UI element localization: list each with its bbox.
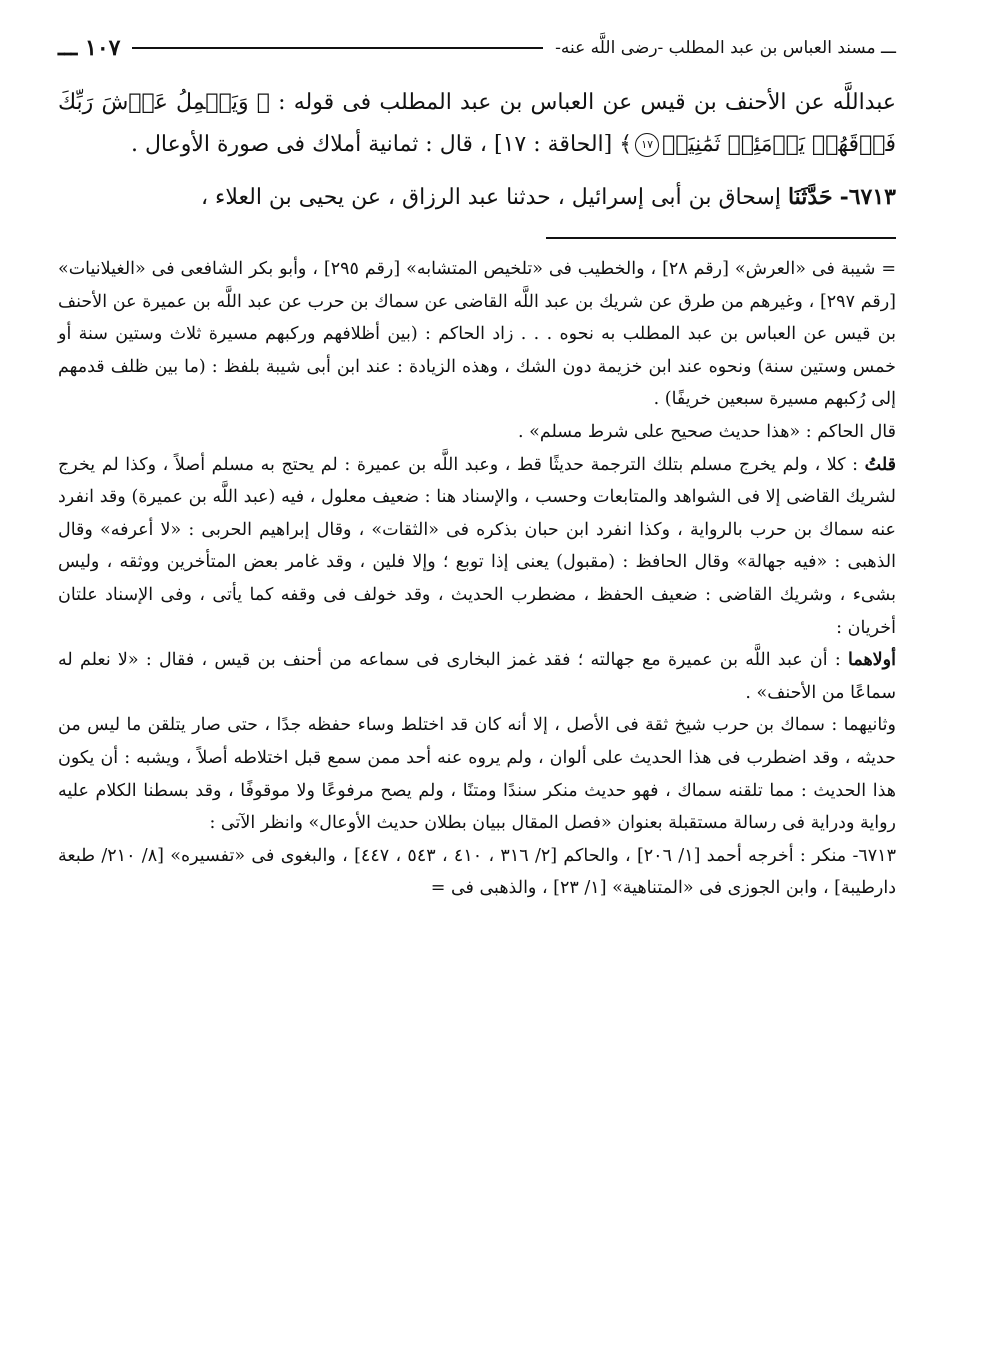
main-line-1: عبداللَّه عن الأحنف بن قيس عن العباس بن عبد المطلب فى قوله : ﴿ وَيَحۡمِلُ عَرۡشَ رَبِّكَ [58, 90, 896, 115]
page-number: ١٠٧ ـــ [58, 35, 121, 61]
footnote-6-text: منكر : أخرجه أحمد [١/ ٢٠٦] ، والحاكم [٢/ ٣١٦ ، ٤١٠ ، ٥٤٣ ، ٤٤٧] ، والبغوى فى «تفسيره» [٨/ ٢١٠/ طبعة دارطيبة] ، وابن الجوزى فى «المتناهية» [١/ ٢٣] ، والذهبى فى = [58, 845, 896, 899]
footnote-paragraph-3 [58, 449, 896, 645]
main-line-2a: فَوۡقَهُمۡ يَوۡمَئِذٖ ثَمَٰنِيَةٞ [662, 132, 896, 157]
footnote-4-text: : أن عبد اللَّه بن عميرة مع جهالته ؛ فقد غمز البخارى فى سماعه من أحنف بن قيس ، فقال : «لا نعلم له سماعًا من الأحنف» . [58, 650, 896, 703]
footnote-paragraph-2: قال الحاكم : «هذا حديث صحيح على شرط مسلم» . [518, 421, 896, 442]
page [58, 26, 896, 1346]
hadith-text: إسحاق بن أبى إسرائيل ، حدثنا عبد الرزاق ، عن يحيى بن العلاء ، [200, 185, 781, 210]
main-text [58, 82, 896, 219]
header-rule [132, 47, 543, 49]
footnote-divider [546, 237, 896, 239]
footnote-paragraph-1: = شيبة فى «العرش» [رقم ٢٨] ، والخطيب فى «تلخيص المتشابه» [رقم ٢٩٥] ، وأبو بكر الشافعى فى «الغيلانيات» [رقم ٢٩٧] ، وغيرهم من طرق عن شريك بن عبد اللَّه القاضى عن سماك بن حرب عن عبد اللَّه بن عميرة عن الأحنف بن قيس عن العباس بن عبد المطلب به نحوه . . . زاد الحاكم : (بين أظلافهم وركبهم مسيرة ثلاث وستين سنة أو خمس وستين سنة) ونحوه عند ابن خزيمة دون الشك ، وهذه الزيادة : عند ابن أبى شيبة بلفظ : (ما بين ظلف قدمهم إلى رُكبهم مسيرة سبعين خريفًا) . [58, 259, 896, 410]
footnotes [58, 253, 896, 905]
main-paragraph [58, 82, 896, 166]
footnote-3-lead: قلتُ [864, 454, 896, 475]
footnote-paragraph-5: وثانيهما : سماك بن حرب شيخ ثقة فى الأصل ، إلا أنه كان قد اختلط وساء حفظه جدًا ، حتى صار يتلقن ما ليس من حديثه ، وقد اضطرب فى هذا الحديث على ألوان ، ولم يروه عنه أحد ممن سمع قبل اختلاطه أصلاً ، ويشبه : أن يكون هذا الحديث : مما تلقنه سماك ، فهو حديث منكر سندًا ومتنًا ، ولم يصح مرفوعًا ولا موقوفًا ، وقد بسطنا الكلام عليه رواية ودراية فى رسالة مستقبلة بعنوان «فصل المقال ببيان بطلان حديث الأوعال» وانظر الآتى : [58, 715, 896, 834]
hadith-line [58, 176, 896, 219]
main-line-2b: ﴾ [الحاقة : ١٧] ، قال : ثمانية أملاك فى صورة الأوعال . [130, 132, 633, 157]
footnote-6-number: ٦٧١٣- [852, 845, 896, 866]
ayah-number-marker: ١٧ [635, 133, 659, 157]
footnote-paragraph-4 [58, 644, 896, 709]
footnote-4-lead: أولاهما [848, 650, 896, 671]
hadith-number: ٦٧١٣- [839, 184, 896, 210]
haddathana-word: حَدَّثَنَا [787, 184, 833, 210]
running-header [58, 26, 896, 70]
header-title: ـــ مسند العباس بن عبد المطلب -رضى اللَّه عنه- [555, 38, 896, 58]
footnote-3-text: : كلا ، ولم يخرج مسلم بتلك الترجمة حديثًا قط ، وعبد اللَّه بن عميرة : لم يحتج به مسلم أصلاً ، وكذا لم يخرج لشريك القاضى إلا فى الشواهد والمتابعات وحسب ، والإسناد هنا : ضعيف معلول ، فيه (عبد اللَّه بن عميرة) وقد انفرد عنه سماك بن حرب بالرواية ، وكذا انفرد ابن حبان بذكره فى «الثقات» ، وقال إبراهيم الحربى : «لا أعرفه» وقال الذهبى : «فيه جهالة» وقال الحافظ : (مقبول) يعنى إذا توبع ؛ وإلا فلين ، وقد غامر بعض المتأخرين ووثقه ، وليس بشىء ، وشريك القاضى : ضعيف الحفظ ، مضطرب الحديث ، وقد خولف فى وقفه كما يأتى ، وفى الإسناد علتان أخريان : [58, 454, 896, 638]
footnote-paragraph-6 [58, 840, 896, 905]
